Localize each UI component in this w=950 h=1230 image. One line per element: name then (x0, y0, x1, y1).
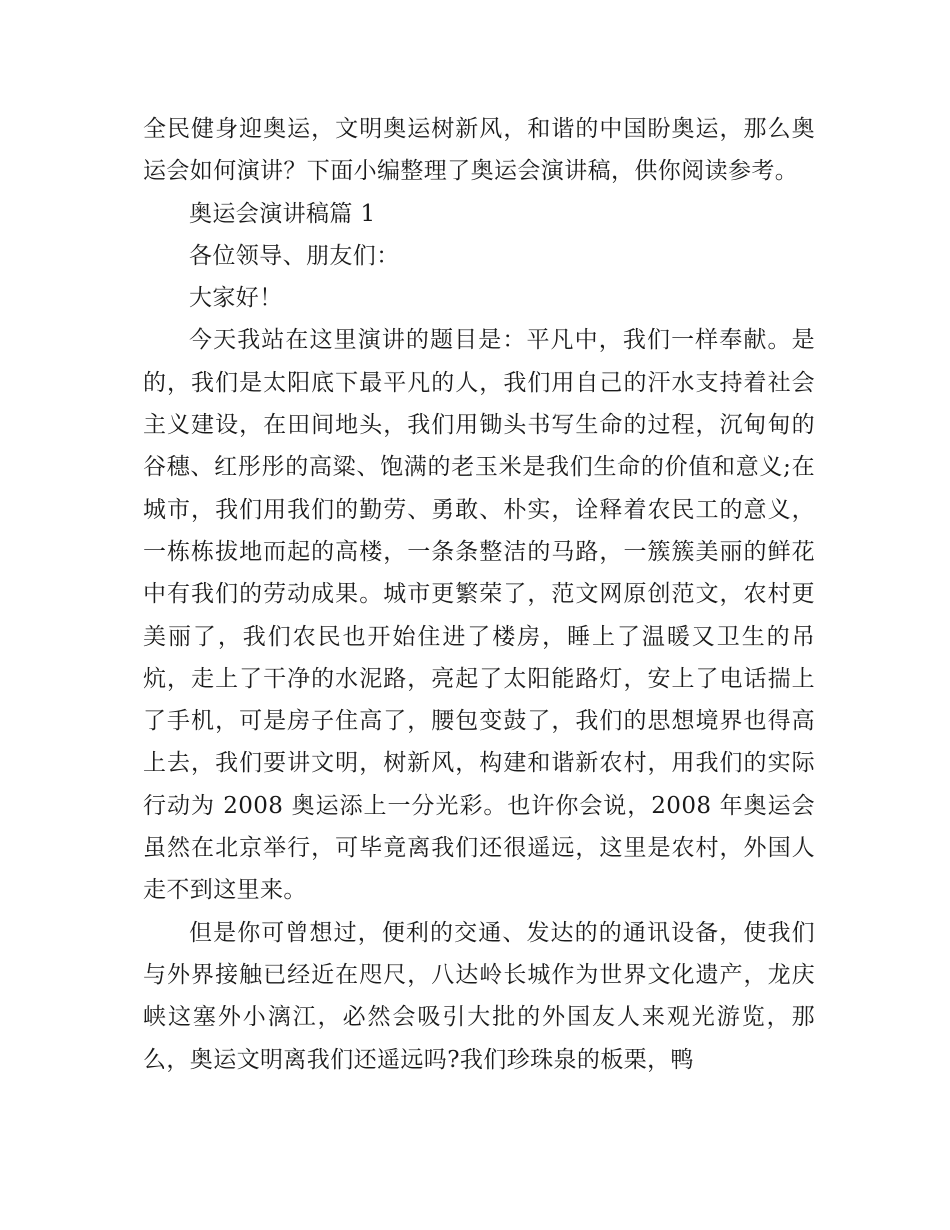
section-title: 奥运会演讲稿篇 1 (189, 200, 376, 227)
salutation-paragraph: 各位领导、朋友们： (189, 242, 400, 269)
intro-paragraph: 全民健身迎奥运，文明奥运树新风，和谐的中国盼奥运，那么奥运会如何演讲？下面小编整理了奥运会演讲稿，供你阅读参考。 (143, 116, 815, 185)
greeting-paragraph: 大家好！ (189, 285, 283, 312)
body-paragraph-1: 今天我站在这里演讲的题目是：平凡中，我们一样奉献。是的，我们是太阳底下最平凡的人，我们用自己的汗水支持着社会主义建设，在田间地头，我们用锄头书写生命的过程，沉甸甸的谷穗、红彤彤的高粱、饱满的老玉米是我们生命的价值和意义;在城市，我们用我们的勤劳、勇敢、朴实，诠释着农民工的意义，一栋栋拔地而起的高楼，一条条整洁的马路，一簇簇美丽的鲜花中有我们的劳动成果。城市更繁荣了，范文网原创范文，农村更美丽了，我们农民也开始住进了楼房，睡上了温暖又卫生的吊炕，走上了干净的水泥路，亮起了太阳能路灯，安上了电话揣上了手机，可是房子住高了，腰包变鼓了，我们的思想境界也得高上去，我们要讲文明，树新风，构建和谐新农村，用我们的实际行动为 2008 奥运添上一分光彩。也许你会说，2008 年奥运会虽然在北京举行，可毕竟离我们还很遥远，这里是农村，外国人走不到这里来。 (143, 327, 815, 904)
document-page (143, 108, 815, 1081)
body-paragraph-2: 但是你可曾想过，便利的交通、发达的的通讯设备，使我们与外界接触已经近在咫尺，八达岭长城作为世界文化遗产，龙庆峡这塞外小漓江，必然会吸引大批的外国友人来观光游览，那么，奥运文明离我们还遥远吗?我们珍珠泉的板栗，鸭 (143, 919, 815, 1073)
